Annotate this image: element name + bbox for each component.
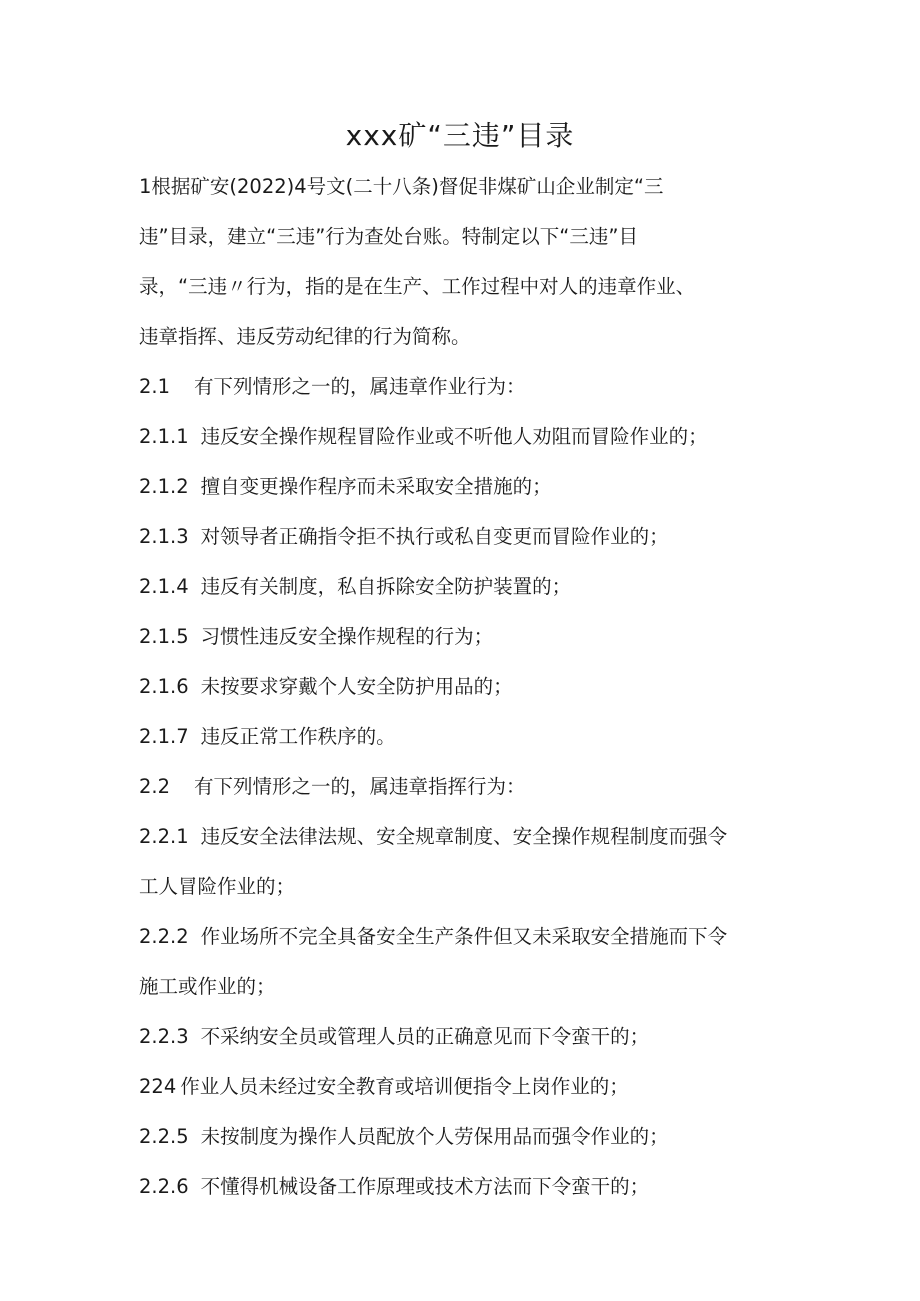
item-number: 2.1.5 [139, 625, 189, 648]
item-number: 224 [139, 1075, 177, 1098]
section-number: 2.1 [139, 375, 171, 398]
item-text: 不采纳安全员或管理人员的正确意见而下令蛮干的； [200, 1025, 650, 1048]
list-item [139, 1172, 799, 1202]
item-number: 2.1.6 [139, 675, 189, 698]
section-text: 有下列情形之一的，属违章指挥行为： [194, 775, 526, 798]
item-text: 作业场所不完全具备安全生产条件但又未采取安全措施而下令 [200, 925, 728, 948]
intro-line-2: 违”目录，建立“三违”行为查处台账。特制定以下“三违”目 [139, 225, 639, 248]
item-text: 未按制度为操作人员配放个人劳保用品而强令作业的； [200, 1125, 669, 1148]
item-text: 未按要求穿戴个人安全防护用品的； [200, 675, 513, 698]
item-number: 2.2.5 [139, 1125, 189, 1148]
list-item [139, 822, 799, 852]
section-number: 2.2 [139, 775, 171, 798]
item-text: 对领导者正确指令拒不执行或私自变更而冒险作业的； [200, 525, 669, 548]
list-item [139, 422, 799, 452]
intro-line-1: 1根据矿安(2022)4号文(二十八条)督促非煤矿山企业制定“三 [139, 175, 664, 198]
section-text: 有下列情形之一的，属违章作业行为： [194, 375, 526, 398]
item-number: 2.2.6 [139, 1175, 189, 1198]
list-item-continuation: 施工或作业的； [139, 975, 276, 998]
item-number: 2.1.3 [139, 525, 189, 548]
item-number: 2.2.2 [139, 925, 189, 948]
section-heading-2-2 [139, 772, 799, 802]
item-text: 违反正常工作秩序的。 [200, 725, 396, 748]
list-item [139, 1022, 799, 1052]
intro-line-3: 录，“三违〃行为，指的是在生产、工作过程中对人的违章作业、 [139, 275, 696, 298]
item-number: 2.2.3 [139, 1025, 189, 1048]
list-item [139, 622, 799, 652]
item-text: 违反有关制度，私自拆除安全防护装置的； [200, 575, 572, 598]
document-title: xxx矿“三违”目录 [345, 119, 575, 152]
item-number: 2.1.4 [139, 575, 189, 598]
item-text: 违反安全操作规程冒险作业或不听他人劝阻而冒险作业的； [200, 425, 708, 448]
list-item [139, 572, 799, 602]
list-item [139, 922, 799, 952]
item-number: 2.1.7 [139, 725, 189, 748]
section-heading-2-1 [139, 372, 799, 402]
list-item [139, 1122, 799, 1152]
list-item [139, 472, 799, 502]
item-text: 习惯性违反安全操作规程的行为； [200, 625, 494, 648]
list-item [139, 1072, 799, 1102]
list-item [139, 672, 799, 702]
item-number: 2.1.1 [139, 425, 189, 448]
item-number: 2.1.2 [139, 475, 189, 498]
list-item [139, 522, 799, 552]
list-item-continuation: 工人冒险作业的； [139, 875, 296, 898]
item-text: 擅自变更操作程序而未采取安全措施的； [200, 475, 552, 498]
list-item [139, 722, 799, 752]
item-text: 违反安全法律法规、安全规章制度、安全操作规程制度而强令 [200, 825, 728, 848]
item-text: 不懂得机械设备工作原理或技术方法而下令蛮干的； [200, 1175, 650, 1198]
intro-line-4: 违章指挥、违反劳动纪律的行为简称。 [139, 325, 471, 348]
item-number: 2.2.1 [139, 825, 189, 848]
item-text: 作业人员未经过安全教育或培训便指令上岗作业的； [180, 1075, 629, 1098]
